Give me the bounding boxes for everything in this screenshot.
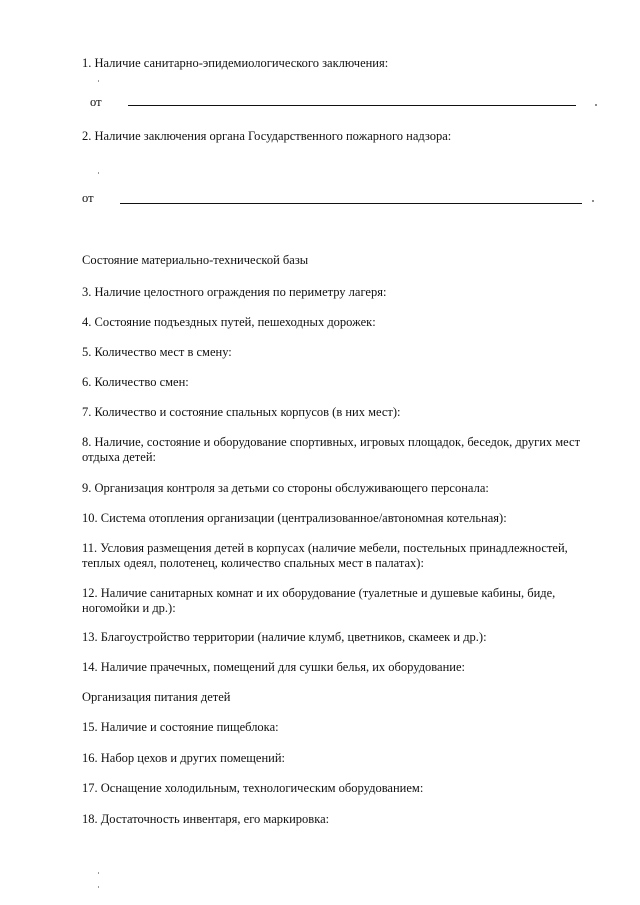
- scan-dot: [595, 104, 597, 106]
- item-17: 17. Оснащение холодильным, технологическим оборудованием:: [82, 781, 424, 795]
- item-6: 6. Количество смен:: [82, 375, 189, 389]
- item-4: 4. Состояние подъездных путей, пешеходных дорожек:: [82, 315, 376, 329]
- item-11: 11. Условия размещения детей в корпусах (наличие мебели, постельных принадлежностей, теплых одеял, полотенец, количество спальных мест в палатах):: [82, 541, 568, 570]
- item-16: 16. Набор цехов и других помещений:: [82, 751, 286, 765]
- item-2-fire-conclusion: 2. Наличие заключения органа Государственного пожарного надзора:: [82, 129, 452, 143]
- item-5: 5. Количество мест в смену:: [82, 345, 232, 359]
- scan-dot: [592, 200, 594, 202]
- item-2-from-blank-line[interactable]: [120, 203, 582, 204]
- item-15: 15. Наличие и состояние пищеблока:: [82, 720, 279, 734]
- item-10: 10. Система отопления организации (централизованное/автономная котельная):: [82, 511, 507, 525]
- item-1-from-label: от: [90, 95, 102, 109]
- item-1-from-blank-line[interactable]: [128, 105, 576, 106]
- item-18: 18. Достаточность инвентаря, его маркировка:: [82, 812, 330, 826]
- item-1-sanitary-conclusion: 1. Наличие санитарно-эпидемиологического заключения:: [82, 56, 389, 70]
- scan-speck: [98, 872, 99, 874]
- item-3: 3. Наличие целостного ограждения по периметру лагеря:: [82, 285, 387, 299]
- item-14: 14. Наличие прачечных, помещений для сушки белья, их оборудование:: [82, 660, 465, 674]
- scan-speck: [98, 80, 99, 82]
- item-2-from-label: от: [82, 191, 94, 205]
- section-material-base-heading: Состояние материально-технической базы: [82, 253, 309, 267]
- item-9: 9. Организация контроля за детьми со стороны обслуживающего персонала:: [82, 481, 489, 495]
- scan-speck: [98, 172, 99, 174]
- item-8: 8. Наличие, состояние и оборудование спортивных, игровых площадок, беседок, других мест отдыха детей:: [82, 435, 581, 464]
- item-7: 7. Количество и состояние спальных корпусов (в них мест):: [82, 405, 401, 419]
- item-13: 13. Благоустройство территории (наличие клумб, цветников, скамеек и др.):: [82, 630, 487, 644]
- scan-speck: [98, 886, 99, 888]
- item-12: 12. Наличие санитарных комнат и их оборудование (туалетные и душевые кабины, биде, ногомойки и др.):: [82, 586, 556, 615]
- section-food-heading: Организация питания детей: [82, 690, 231, 704]
